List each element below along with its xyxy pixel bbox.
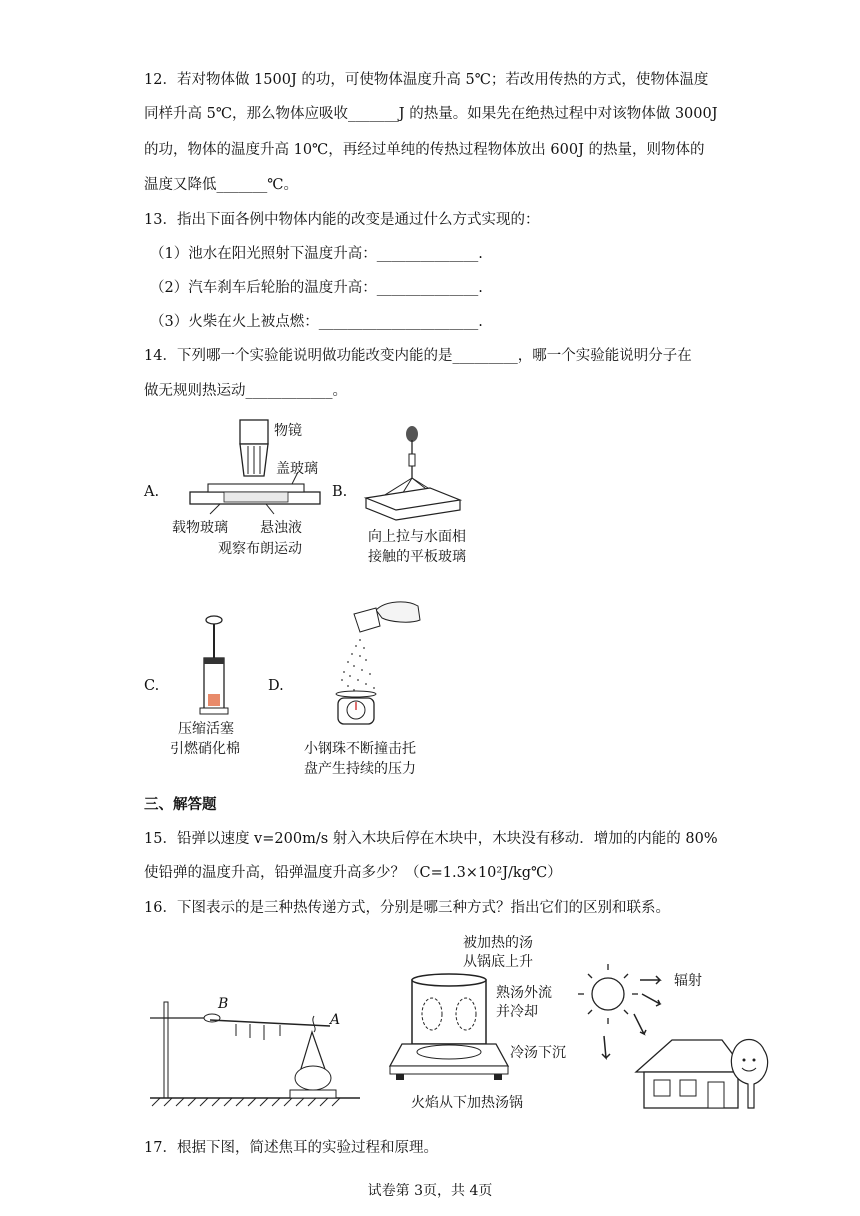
- suspension-label: 悬浊液: [260, 520, 302, 536]
- option-c-caption-line2: 引燃硝化棉: [170, 741, 240, 757]
- point-a-label: A: [330, 1012, 341, 1028]
- convection-caption: 火焰从下加热汤锅: [411, 1095, 523, 1111]
- slide-glass-label: 载物玻璃: [172, 520, 228, 536]
- q13-item3: （3）火柴在火上被点燃：______________________.: [150, 314, 483, 330]
- page-footer: 试卷第 3页，共 4页: [367, 1183, 493, 1199]
- section-title: 三、解答题: [144, 796, 217, 813]
- q13-item1: （1）池水在阳光照射下温度升高：______________.: [150, 246, 483, 262]
- conduction-figure: [150, 992, 360, 1112]
- q14-line1: 14．下列哪一个实验能说明做功能改变内能的是_________，哪一个实验能说明分子在: [144, 348, 692, 364]
- q14-line2: 做无规则热运动____________。: [144, 383, 347, 399]
- piston-cylinder-figure: [196, 614, 232, 714]
- q12-line2: 同样升高 5℃，那么物体应吸收_______J 的热量。如果先在绝热过程中对该物体做 3000J: [144, 106, 718, 122]
- option-b-caption-line1: 向上拉与水面相: [368, 529, 466, 545]
- outflow-label-line2: 并冷却: [496, 1004, 538, 1020]
- q12-line3: 的功，物体的温度升高 10℃，再经过单纯的传热过程物体放出 600J 的热量，则物体的: [144, 142, 705, 158]
- q15-line1: 15．铅弹以速度 v=200m/s 射入木块后停在木块中，木块没有移动．增加的内能的 80%: [144, 831, 718, 847]
- option-b-caption-line2: 接触的平板玻璃: [368, 549, 466, 565]
- option-d-label: D.: [268, 678, 284, 694]
- outflow-label-line1: 熟汤外流: [496, 985, 552, 1001]
- q16-stem: 16．下图表示的是三种热传递方式，分别是哪三种方式？指出它们的区别和联系。: [144, 900, 670, 916]
- rising-soup-label-line2: 从锅底上升: [463, 954, 533, 970]
- option-a-label: A.: [144, 484, 160, 500]
- point-b-label: B: [218, 996, 229, 1012]
- q13-stem: 13．指出下面各例中物体内能的改变是通过什么方式实现的：: [144, 212, 540, 228]
- radiation-label: 辐射: [674, 973, 702, 989]
- steel-ball-scale-figure: [320, 596, 430, 726]
- option-d-caption-line1: 小钢珠不断撞击托: [304, 741, 416, 757]
- option-b-label: B.: [332, 484, 348, 500]
- q13-item2: （2）汽车刹车后轮胎的温度升高：______________.: [150, 280, 483, 296]
- rising-soup-label-line1: 被加热的汤: [463, 935, 533, 951]
- q15-line2: 使铅弹的温度升高，铅弹温度升高多少？（C=1.3×10²J/kg℃）: [144, 865, 562, 881]
- sinking-soup-label: 冷汤下沉: [510, 1045, 566, 1061]
- glass-plate-figure: [360, 420, 470, 520]
- q12-line1: 12．若对物体做 1500J 的功，可使物体温度升高 5℃；若改用传热的方式，使物体温度: [144, 72, 709, 88]
- cover-glass-label: 盖玻璃: [276, 461, 318, 477]
- option-d-caption-line2: 盘产生持续的压力: [304, 761, 416, 777]
- option-a-caption: 观察布朗运动: [218, 541, 302, 557]
- q17-stem: 17．根据下图，简述焦耳的实验过程和原理。: [144, 1140, 438, 1156]
- objective-lens-label: 物镜: [274, 423, 302, 439]
- option-c-caption-line1: 压缩活塞: [178, 721, 234, 737]
- q12-line4: 温度又降低_______℃。: [144, 177, 298, 193]
- option-c-label: C.: [144, 678, 160, 694]
